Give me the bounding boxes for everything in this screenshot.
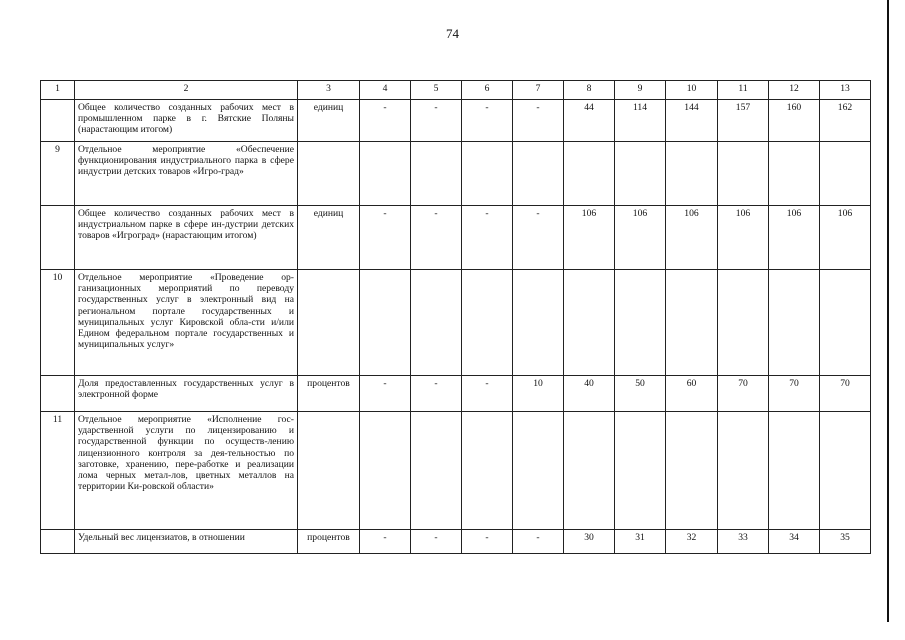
value-cell: - bbox=[411, 206, 462, 270]
row-number bbox=[41, 100, 75, 142]
row-number bbox=[41, 206, 75, 270]
value-cell bbox=[666, 142, 718, 206]
value-cell bbox=[513, 142, 564, 206]
value-cell bbox=[360, 412, 411, 530]
value-cell bbox=[513, 412, 564, 530]
row-number: 10 bbox=[41, 270, 75, 376]
value-cell bbox=[564, 270, 615, 376]
indicator-description: Общее количество созданных рабочих мест в промышленном парке в г. Вятские Поляны (нарастающим итогом) bbox=[75, 100, 298, 142]
table-row bbox=[41, 270, 871, 376]
value-cell: 106 bbox=[564, 206, 615, 270]
value-cell: 10 bbox=[513, 376, 564, 412]
value-cell: 35 bbox=[820, 530, 871, 554]
table-row bbox=[41, 412, 871, 530]
indicator-description: Общее количество созданных рабочих мест в индустриальном парке в сфере ин-дустрии детских товаров «Игроград» (нарастающим итогом) bbox=[75, 206, 298, 270]
column-header: 7 bbox=[513, 81, 564, 100]
value-cell: 32 bbox=[666, 530, 718, 554]
value-cell: 144 bbox=[666, 100, 718, 142]
column-header: 13 bbox=[820, 81, 871, 100]
value-cell bbox=[769, 142, 820, 206]
value-cell: - bbox=[360, 206, 411, 270]
value-cell: 106 bbox=[666, 206, 718, 270]
value-cell bbox=[411, 142, 462, 206]
value-cell bbox=[666, 270, 718, 376]
row-number bbox=[41, 530, 75, 554]
column-header: 1 bbox=[41, 81, 75, 100]
value-cell bbox=[564, 142, 615, 206]
value-cell bbox=[820, 142, 871, 206]
column-header: 4 bbox=[360, 81, 411, 100]
page-number: 74 bbox=[446, 26, 459, 41]
indicator-description: Доля предоставленных государственных услуг в электронной форме bbox=[75, 376, 298, 412]
value-cell: 44 bbox=[564, 100, 615, 142]
value-cell: 162 bbox=[820, 100, 871, 142]
value-cell: - bbox=[360, 530, 411, 554]
indicators-table bbox=[40, 80, 871, 554]
value-cell bbox=[462, 142, 513, 206]
value-cell bbox=[411, 270, 462, 376]
unit-cell: процентов bbox=[298, 530, 360, 554]
value-cell bbox=[564, 412, 615, 530]
right-margin-rule bbox=[887, 0, 889, 622]
value-cell: 50 bbox=[615, 376, 666, 412]
column-header: 12 bbox=[769, 81, 820, 100]
column-header: 10 bbox=[666, 81, 718, 100]
value-cell: 157 bbox=[718, 100, 769, 142]
table-row bbox=[41, 142, 871, 206]
unit-cell bbox=[298, 412, 360, 530]
indicator-description: Отдельное мероприятие «Обеспечение функционирования индустриального парка в сфере индустрии детских товаров «Игро-град» bbox=[75, 142, 298, 206]
row-number: 11 bbox=[41, 412, 75, 530]
indicator-description: Отдельное мероприятие «Исполнение гос-ударственной услуги по лицензированию и государственной функции по осуществ-лению лицензионного контроля за дея-тельностью по заготовке, хранению, пере-работке и реализации лома черных метал-лов, цветных металлов на территории Ки-ровской области» bbox=[75, 412, 298, 530]
unit-cell: процентов bbox=[298, 376, 360, 412]
value-cell bbox=[615, 412, 666, 530]
value-cell bbox=[360, 270, 411, 376]
value-cell bbox=[411, 412, 462, 530]
column-header: 11 bbox=[718, 81, 769, 100]
value-cell: - bbox=[360, 376, 411, 412]
column-header: 8 bbox=[564, 81, 615, 100]
value-cell: - bbox=[411, 530, 462, 554]
value-cell bbox=[615, 270, 666, 376]
value-cell: 106 bbox=[615, 206, 666, 270]
table-row bbox=[41, 530, 871, 554]
value-cell: 106 bbox=[718, 206, 769, 270]
value-cell: - bbox=[462, 206, 513, 270]
value-cell bbox=[462, 270, 513, 376]
value-cell: - bbox=[513, 100, 564, 142]
row-number: 9 bbox=[41, 142, 75, 206]
column-header: 9 bbox=[615, 81, 666, 100]
value-cell: - bbox=[462, 100, 513, 142]
value-cell: 31 bbox=[615, 530, 666, 554]
value-cell: 30 bbox=[564, 530, 615, 554]
value-cell: 60 bbox=[666, 376, 718, 412]
value-cell: 34 bbox=[769, 530, 820, 554]
value-cell: - bbox=[411, 376, 462, 412]
value-cell bbox=[462, 412, 513, 530]
value-cell: 70 bbox=[820, 376, 871, 412]
value-cell bbox=[666, 412, 718, 530]
value-cell: - bbox=[513, 530, 564, 554]
value-cell: 106 bbox=[820, 206, 871, 270]
column-header: 3 bbox=[298, 81, 360, 100]
value-cell: 70 bbox=[718, 376, 769, 412]
table-row bbox=[41, 206, 871, 270]
table-row bbox=[41, 376, 871, 412]
column-header: 6 bbox=[462, 81, 513, 100]
unit-cell bbox=[298, 142, 360, 206]
value-cell: - bbox=[411, 100, 462, 142]
value-cell bbox=[769, 270, 820, 376]
value-cell bbox=[513, 270, 564, 376]
unit-cell: единиц bbox=[298, 206, 360, 270]
unit-cell: единиц bbox=[298, 100, 360, 142]
column-header: 5 bbox=[411, 81, 462, 100]
value-cell bbox=[820, 270, 871, 376]
value-cell bbox=[718, 270, 769, 376]
value-cell: 114 bbox=[615, 100, 666, 142]
value-cell: - bbox=[462, 376, 513, 412]
value-cell: - bbox=[513, 206, 564, 270]
value-cell: 70 bbox=[769, 376, 820, 412]
value-cell bbox=[769, 412, 820, 530]
value-cell: 106 bbox=[769, 206, 820, 270]
value-cell bbox=[615, 142, 666, 206]
table-row bbox=[41, 100, 871, 142]
value-cell: 33 bbox=[718, 530, 769, 554]
value-cell: - bbox=[360, 100, 411, 142]
value-cell: 160 bbox=[769, 100, 820, 142]
value-cell: 40 bbox=[564, 376, 615, 412]
column-header: 2 bbox=[75, 81, 298, 100]
header-row bbox=[41, 81, 871, 100]
value-cell bbox=[820, 412, 871, 530]
row-number bbox=[41, 376, 75, 412]
value-cell bbox=[718, 412, 769, 530]
indicator-description: Удельный вес лицензиатов, в отношении bbox=[75, 530, 298, 554]
value-cell: - bbox=[462, 530, 513, 554]
value-cell bbox=[718, 142, 769, 206]
unit-cell bbox=[298, 270, 360, 376]
value-cell bbox=[360, 142, 411, 206]
indicator-description: Отдельное мероприятие «Проведение ор-ганизационных мероприятий по переводу государственных услуг в электронный вид на региональном портале государственных и муниципальных услуг Кировской обла-сти и/или Едином федеральном портале государственных и муниципальных услуг» bbox=[75, 270, 298, 376]
